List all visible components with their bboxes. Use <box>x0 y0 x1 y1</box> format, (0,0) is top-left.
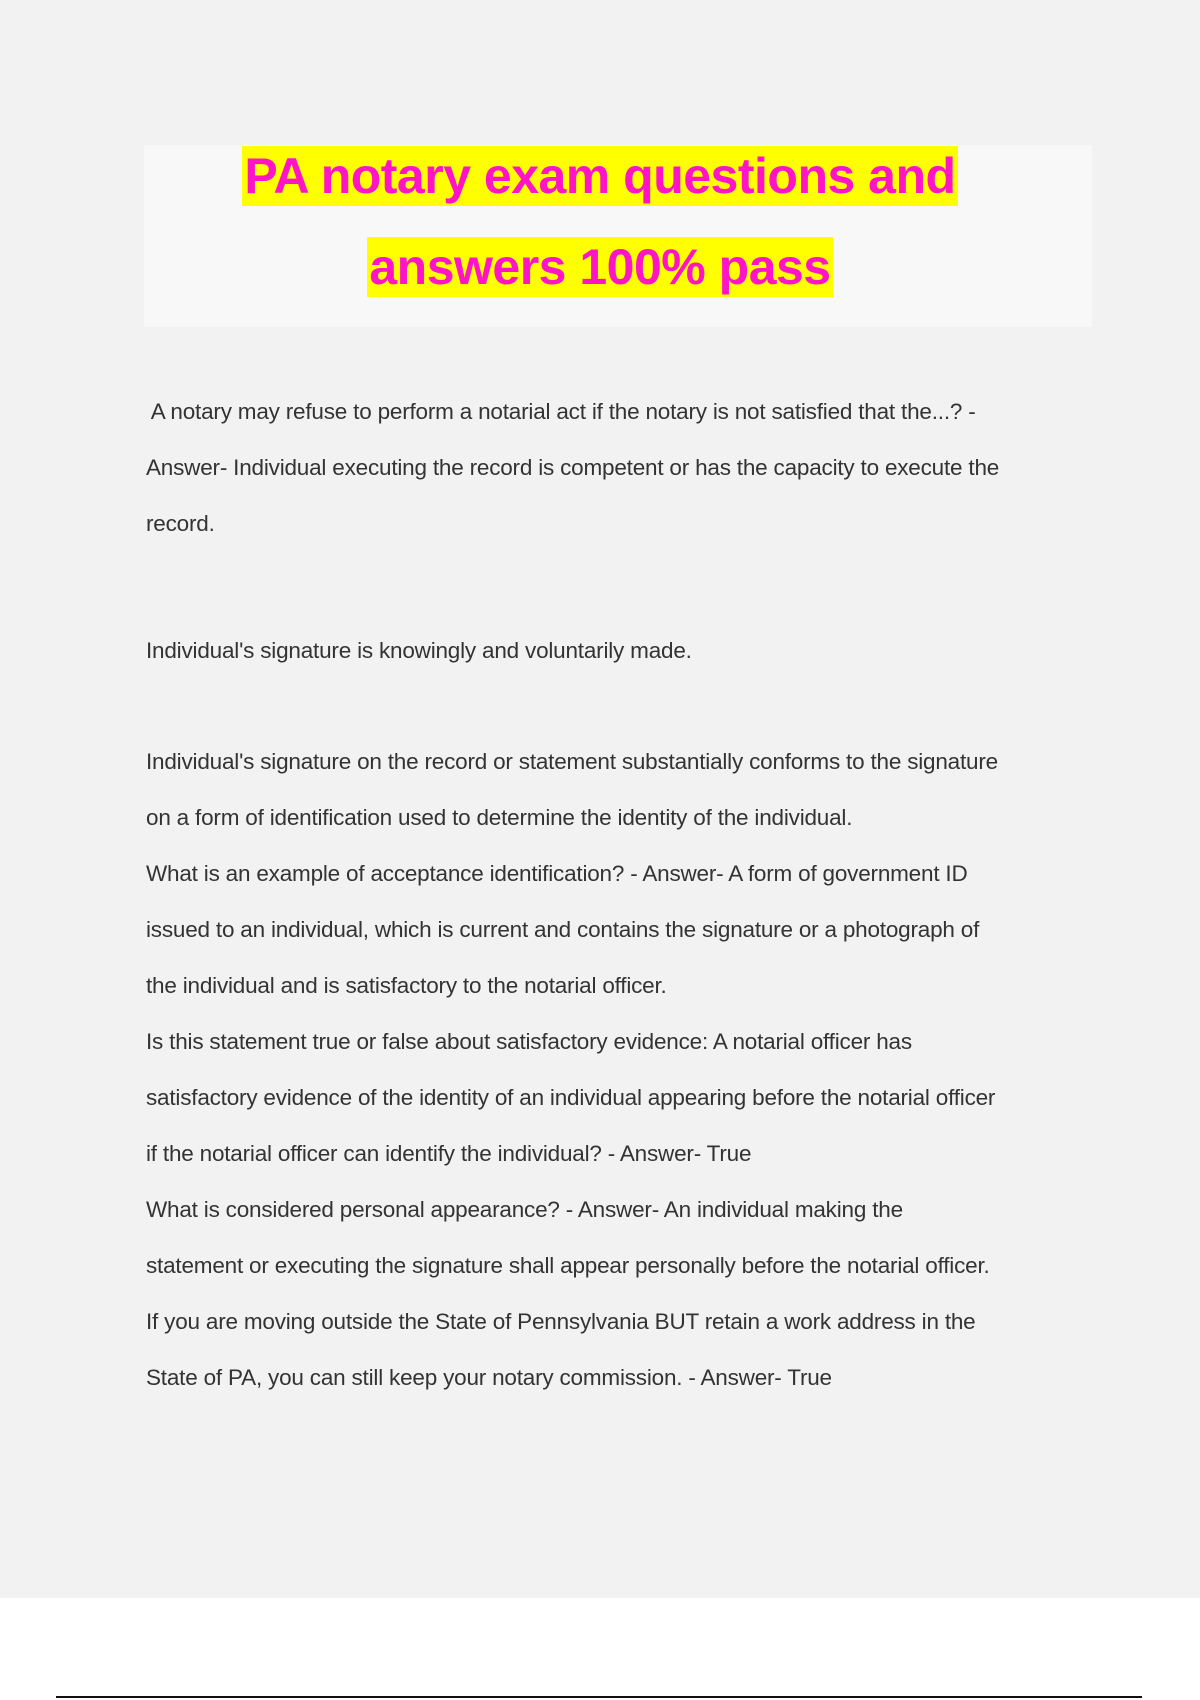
body-line: Individual's signature is knowingly and voluntarily made. <box>146 638 692 663</box>
paragraph-gap <box>146 679 1096 734</box>
body-line: record. <box>146 511 215 536</box>
document-body <box>146 384 1096 1406</box>
body-line: Is this statement true or false about satisfactory evidence: A notarial officer has <box>146 1029 912 1054</box>
footer-rule <box>56 1696 1142 1698</box>
body-line: What is an example of acceptance identification? - Answer- A form of government ID <box>146 861 968 886</box>
body-line: satisfactory evidence of the identity of an individual appearing before the notarial officer <box>146 1085 996 1110</box>
title-row-1 <box>0 146 1200 206</box>
paragraph-gap <box>146 552 1096 623</box>
body-line: if the notarial officer can identify the individual? - Answer- True <box>146 1141 752 1166</box>
body-line: What is considered personal appearance? - Answer- An individual making the <box>146 1197 903 1222</box>
body-line: on a form of identification used to determine the identity of the individual. <box>146 805 853 830</box>
body-line: statement or executing the signature shall appear personally before the notarial officer. <box>146 1253 990 1278</box>
page-title-line-2: answers 100% pass <box>369 239 831 295</box>
page-title-line-1: PA notary exam questions and <box>244 148 956 204</box>
body-line: Answer- Individual executing the record is competent or has the capacity to execute the <box>146 455 1000 480</box>
title-row-2 <box>0 237 1200 297</box>
body-line: issued to an individual, which is current and contains the signature or a photograph of <box>146 917 980 942</box>
body-line: A notary may refuse to perform a notarial act if the notary is not satisfied that the...? - <box>146 399 976 424</box>
body-line: If you are moving outside the State of Pennsylvania BUT retain a work address in the <box>146 1309 976 1334</box>
body-line: Individual's signature on the record or statement substantially conforms to the signature <box>146 749 998 774</box>
body-line: State of PA, you can still keep your notary commission. - Answer- True <box>146 1365 832 1390</box>
body-line: the individual and is satisfactory to the notarial officer. <box>146 973 667 998</box>
